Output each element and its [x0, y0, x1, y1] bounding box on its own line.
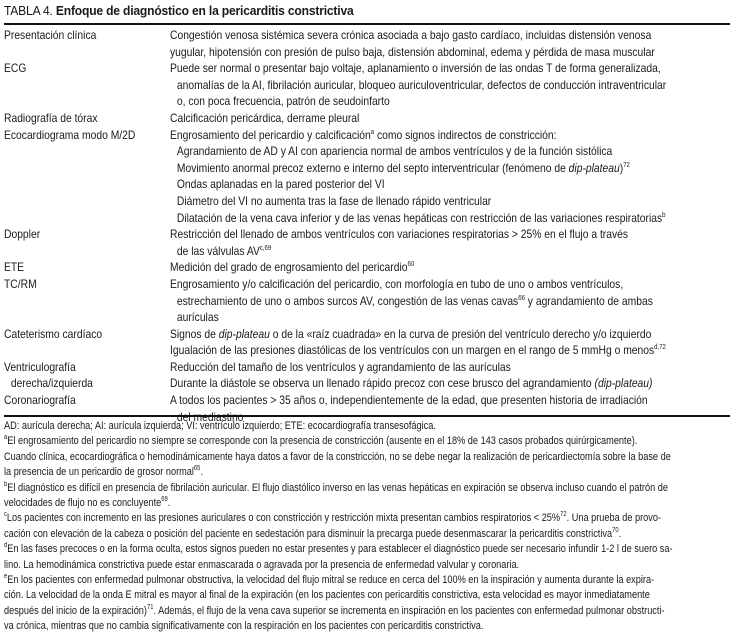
row-label-text: TC/RM [4, 276, 37, 291]
row-content-line [170, 193, 666, 210]
footnote-line [4, 480, 668, 496]
line-text: de las válvulas AV [176, 243, 260, 258]
reference-superscript: 72 [623, 161, 630, 169]
row-content-line [170, 27, 655, 44]
row-content [170, 27, 733, 60]
top-rule [4, 23, 730, 25]
footnote-text-after: . Una prueba de provo- [566, 512, 662, 525]
footnote-line [4, 434, 638, 449]
table-row [4, 127, 730, 227]
table-row [4, 60, 730, 110]
row-content-line [170, 210, 666, 227]
line-text: Durante la diástole se observa un llenado rápido precoz con cese brusco del agrandamiento [170, 376, 595, 391]
row-content-line [170, 392, 652, 409]
line-text: Movimiento anormal precoz externo e interno del septo interventricular (fenómeno de [176, 160, 569, 175]
table-row [4, 259, 730, 276]
reference-superscript: a [370, 128, 375, 136]
footnote-line [4, 450, 671, 465]
line-text: Reducción del tamaño de los ventrículos y agrandamiento de las aurículas [170, 359, 511, 374]
line-text: yugular, hipotensión con presión de pulso baja, distensión abdominal, edema y pérdida de masa muscular [170, 44, 655, 59]
line-text: Calcificación pericárdica, derrame pleural [170, 110, 360, 125]
footnote-text-after: . Además, el flujo de la vena cava superior se incrementa en inspiración en los pacientes con enfermedad pulmonar obstructi- [153, 604, 665, 617]
row-content-line [170, 359, 652, 376]
row-content [170, 326, 733, 359]
footnote-line [4, 619, 610, 634]
row-content-line [170, 259, 652, 276]
footnote-text: El diagnóstico es difícil en presencia de fibrilación auricular. El flujo diastólico inverso en las venas hepáticas en expiración se observa incluso cuando el patrón de [7, 481, 668, 494]
row-label [4, 276, 147, 326]
table-row [4, 27, 730, 60]
row-label [4, 110, 147, 127]
footnote-text: la presencia de un pericardio de grosor normal [4, 466, 194, 479]
table-caption: Enfoque de diagnóstico en la pericarditis constrictiva [55, 3, 354, 18]
footnote-text: El engrosamiento del pericardio no siempre se corresponde con la presencia de constricción (ausente en el 18% de 143 casos probados quirúrgicamente). [7, 435, 638, 448]
row-label [4, 27, 147, 60]
footnote-marker: c [4, 511, 7, 519]
footnote-text: va crónica, mientras que no cambia significativamente con la respiración en los pacientes con pericarditis constrictiva. [4, 620, 484, 633]
reference-superscript: 66 [518, 294, 525, 302]
row-content [170, 110, 730, 127]
footnote-text: ción. La velocidad de la onda E mitral es mayor al final de la expiración (en los pacientes con pericarditis constrictiva, esta velocidad es mayor inmediatamente [4, 589, 650, 602]
row-label [4, 259, 147, 276]
reference-superscript: 69 [161, 496, 168, 504]
footnote-line [4, 542, 673, 557]
row-content-line [170, 375, 652, 392]
reference-superscript: 71 [146, 603, 154, 611]
footnote-text: AD: aurícula derecha; AI: aurícula izquierda; VI: ventrículo izquierdo; ETE: ecocardiografía transesofágica. [4, 420, 436, 432]
line-text: Signos de [170, 326, 219, 341]
row-label-text: Radiografía de tórax [4, 110, 98, 125]
reference-superscript: d,72 [654, 344, 666, 352]
row-content [170, 359, 731, 392]
table-number: TABLA 4. [4, 3, 53, 18]
line-text: Dilatación de la vena cava inferior y de las venas hepáticas con restricción de las variaciones respiratorias [176, 210, 663, 225]
row-label-text: Cateterismo cardíaco [4, 326, 103, 341]
line-text: Engrosamiento del pericardio y calcificación [170, 127, 371, 142]
row-content [170, 259, 730, 276]
row-label-text: derecha/izquierda [10, 376, 93, 391]
reference-superscript: b [662, 211, 666, 219]
footnote-text: cación con elevación de la cabeza o posición del paciente en sedestación para disminuir la precarga puede desenmascarar la pericarditis constrictiva [4, 527, 613, 540]
footnote-text: lino. La hemodinámica constrictiva puede estar enmascarada o agravada por la presencia de enfermedad valvular y coronaria. [4, 558, 520, 571]
line-text-after: o de la «raíz cuadrada» en la curva de presión del ventrículo derecho y/o izquierdo [269, 326, 652, 341]
row-label-text: ETE [4, 260, 25, 275]
row-content [170, 127, 733, 227]
footnote-marker: d [4, 542, 8, 550]
row-label [4, 326, 147, 359]
line-text: Agrandamiento de AD y AI con apariencia normal de ambos ventrículos y de la función sistólica [176, 144, 613, 159]
table-footnotes [4, 419, 730, 635]
footnote-text: En los pacientes con enfermedad pulmonar obstructiva, la velocidad del flujo mitral se reduce en cerca del 100% en la inspiración y aumenta durante la expira- [7, 574, 655, 587]
row-content [170, 276, 731, 326]
italic-term: dip-plateau [568, 160, 620, 175]
diagnosis-table [4, 27, 730, 425]
footnote-line [4, 465, 610, 480]
table-row [4, 326, 730, 359]
row-content-line [170, 93, 666, 110]
footnote-line [4, 496, 610, 511]
footnote-marker: a [4, 434, 8, 442]
row-content-line [170, 110, 652, 127]
row-content-line [170, 226, 652, 243]
line-text-after: ) [619, 160, 624, 175]
footnote-text: después del inicio de la expiración) [4, 604, 147, 617]
line-text: A todos los pacientes > 35 años o, independientemente de la edad, que presenten historia de irradiación [170, 393, 648, 408]
footnote-line [4, 558, 610, 573]
table-title [4, 3, 354, 18]
reference-superscript: 72 [560, 511, 567, 519]
footnote-line [4, 511, 662, 526]
footnote-text: Cuando clínica, ecocardiográfica o hemodinámicamente haya datos a favor de la constricción, no se debe negar la realización de pericardiectomía sobre la base de [4, 450, 671, 463]
footnote-text: Los pacientes con incremento en las presiones auriculares o con constricción y restricción mixta presentan cambios respiratorios < 25% [6, 512, 561, 525]
row-content [170, 60, 733, 110]
row-label-text: Ventriculografía [4, 359, 76, 374]
footnote-line [4, 588, 650, 603]
row-content-line [170, 143, 666, 160]
line-text: Puede ser normal o presentar bajo voltaje, aplanamiento o inversión de las ondas T de forma generalizada, [170, 61, 661, 76]
footnote-marker: e [4, 573, 8, 581]
row-content-line [170, 293, 653, 310]
row-label [4, 359, 147, 392]
row-label-text: Presentación clínica [4, 28, 97, 42]
line-text: Igualación de las presiones diastólicas de los ventrículos con un margen en el rango de 5 mmHg o menos [170, 343, 655, 358]
footnote-line [4, 419, 610, 434]
row-content [170, 226, 730, 259]
footnote-text-after: . [200, 466, 204, 479]
footnote-line [4, 603, 665, 619]
line-text-after: como signos indirectos de constricción: [374, 127, 557, 142]
row-label [4, 226, 147, 259]
row-label-text: ECG [4, 61, 27, 76]
row-content-line [170, 127, 666, 144]
footnote-line [4, 526, 622, 542]
row-content-line [170, 77, 666, 94]
line-text: aurículas [176, 310, 219, 325]
footnote-text-after: . [167, 497, 171, 510]
line-text: Restricción del llenado de ambos ventrículos con variaciones respiratorias > 25% en el flujo a través [170, 227, 629, 242]
line-text: estrechamiento de uno o ambos surcos AV, congestión de las venas cavas [176, 293, 519, 308]
footnote-text: velocidades de flujo no es concluyente [4, 497, 162, 510]
reference-superscript: 60 [407, 261, 415, 269]
table-row [4, 359, 730, 392]
row-label-text: Coronariografía [4, 393, 76, 408]
reference-superscript: 70 [612, 526, 619, 534]
line-text: o, con poca frecuencia, patrón de seudoinfarto [176, 94, 390, 109]
row-content-line [170, 342, 666, 359]
reference-superscript: 65 [193, 465, 201, 473]
footnote-text-after: . [618, 527, 622, 540]
row-content-line [170, 176, 666, 193]
bottom-rule [4, 415, 730, 417]
italic-term: dip-plateau [218, 326, 270, 341]
line-text: Medición del grado de engrosamiento del pericardio [170, 260, 408, 275]
table-row [4, 110, 730, 127]
footnote-line [4, 573, 655, 588]
line-text: Diámetro del VI no aumenta tras la fase de llenado rápido ventricular [176, 193, 492, 208]
row-label-text: Ecocardiograma modo M/2D [4, 127, 136, 142]
row-content-line [170, 160, 666, 177]
row-content-line [170, 326, 666, 343]
table-row [4, 226, 730, 259]
row-content-line [170, 243, 652, 260]
line-text: anomalías de la AI, fibrilación auricular, bloqueo auriculoventricular, defectos de conducción intraventricular [176, 77, 667, 92]
reference-superscript: c,69 [259, 244, 272, 252]
line-text-after: y agrandamiento de ambas [524, 293, 653, 308]
line-text: Engrosamiento y/o calcificación del pericardio, con morfología en tubo de uno o ambos ventrículos, [170, 276, 624, 291]
row-content-line [170, 309, 653, 326]
footnote-marker: b [4, 480, 8, 488]
line-text: Congestión venosa sistémica severa crónica asociada a bajo gasto cardíaco, incluidas distensión venosa [170, 28, 652, 42]
italic-term: (dip-plateau) [594, 376, 653, 391]
row-content-line [170, 276, 653, 293]
line-text: Ondas aplanadas en la pared posterior del VI [176, 177, 385, 192]
row-content-line [170, 60, 666, 77]
table-row [4, 276, 730, 326]
row-label [4, 127, 147, 227]
row-label-text: Doppler [4, 227, 41, 242]
row-content-line [170, 44, 655, 61]
row-label [4, 60, 147, 110]
footnote-text: En las fases precoces o en la forma oculta, estos signos pueden no estar presentes y para establecer el diagnóstico puede ser necesario infundir 1-2 l de suero sa- [7, 543, 673, 556]
